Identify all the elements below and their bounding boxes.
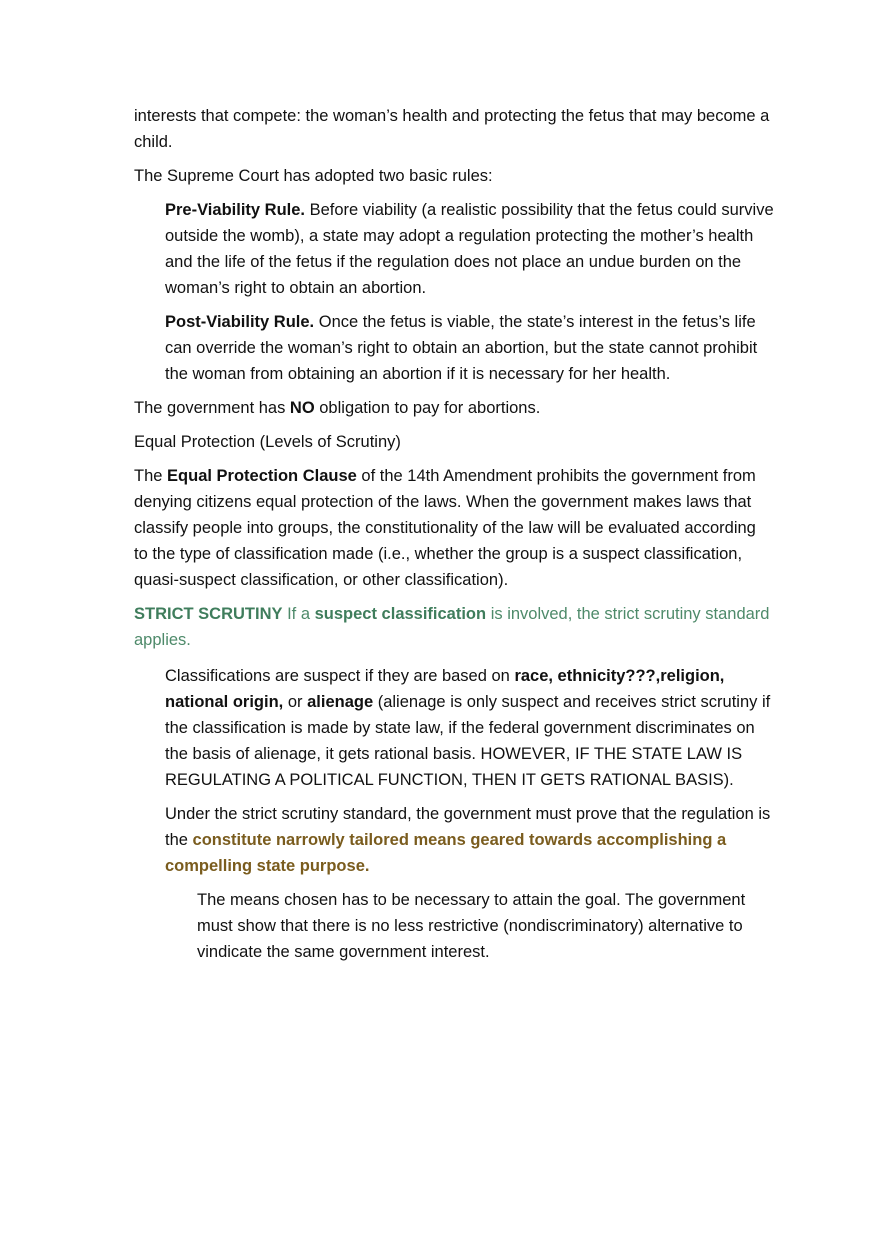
section-heading-equal-protection [134,429,774,455]
means-text: The means chosen has to be necessary to attain the goal. The government must show that there is no less restrictive (nondiscriminatory) alternative to vindicate the same government interest. [197,891,746,961]
no-obligation-after: obligation to pay for abortions. [314,399,541,417]
pre-viability-label: Pre-Viability Rule. [165,201,305,219]
suspect-after: (alienage is only suspect and receives strict scrutiny if the classification is made by state law, if the federal government discriminates on the basis of alienage, it gets rational basis. HOWEVER, IF THE STATE LAW IS REGULATING A POLITICAL FUNCTION, THEN IT GETS RATIONAL BASIS). [165,693,771,789]
suspect-classifications [165,663,774,793]
strict-scrutiny-after: is involved, the strict scrutiny standard applies. [134,605,770,649]
paragraph-equal-protection-clause [134,463,774,593]
post-viability-rule [165,309,774,387]
pre-viability-rule [165,197,774,301]
paragraph-supreme-court-rules-text: The Supreme Court has adopted two basic rules: [134,167,493,185]
paragraph-interests [134,103,774,155]
standard-before: Under the strict scrutiny standard, the government must prove that the regulation is the [165,805,771,849]
no-obligation-bold: NO [289,399,315,417]
strict-scrutiny-standard [165,801,774,879]
paragraph-supreme-court-rules [134,163,774,189]
suspect-before: Classifications are suspect if they are based on [165,667,515,685]
equal-protection-after: of the 14th Amendment prohibits the government from denying citizens equal protection of the laws. When the government makes laws that classify people into groups, the constitutionality of the law will be evaluated according to the type of classification made (i.e., whether the group is a suspect classification, quasi-suspect classification, or other classification). [134,467,756,589]
post-viability-label: Post-Viability Rule. [165,313,315,331]
equal-protection-before: The [134,467,168,485]
suspect-bold-categories: race, ethnicity???,religion, national origin, [165,667,725,711]
strict-scrutiny-heading [134,601,774,653]
equal-protection-bold: Equal Protection Clause [167,467,357,485]
no-obligation-before: The government has [134,399,290,417]
post-viability-text: Once the fetus is viable, the state’s interest in the fetus’s life can override the woman’s right to obtain an abortion, but the state cannot prohibit the woman from obtaining an abortion if it is necessary for her health. [165,313,758,383]
means-necessary [197,887,774,965]
suspect-mid: or [283,693,308,711]
paragraph-interests-text: interests that compete: the woman’s health and protecting the fetus that may become a child. [134,107,770,151]
standard-highlight: constitute narrowly tailored means geared towards accomplishing a compelling state purpose. [165,831,727,875]
strict-scrutiny-label: STRICT SCRUTINY [134,605,283,623]
equal-protection-heading-text: Equal Protection (Levels of Scrutiny) [134,433,401,451]
suspect-bold-alienage: alienage [307,693,374,711]
pre-viability-text: Before viability (a realistic possibility that the fetus could survive outside the womb), a state may adopt a regulation protecting the mother’s health and the life of the fetus if the regulation does not place an undue burden on the woman’s right to obtain an abortion. [165,201,774,297]
document-body [134,103,774,973]
strict-scrutiny-bold: suspect classification [314,605,487,623]
paragraph-no-obligation [134,395,774,421]
strict-scrutiny-before: If a [282,605,315,623]
